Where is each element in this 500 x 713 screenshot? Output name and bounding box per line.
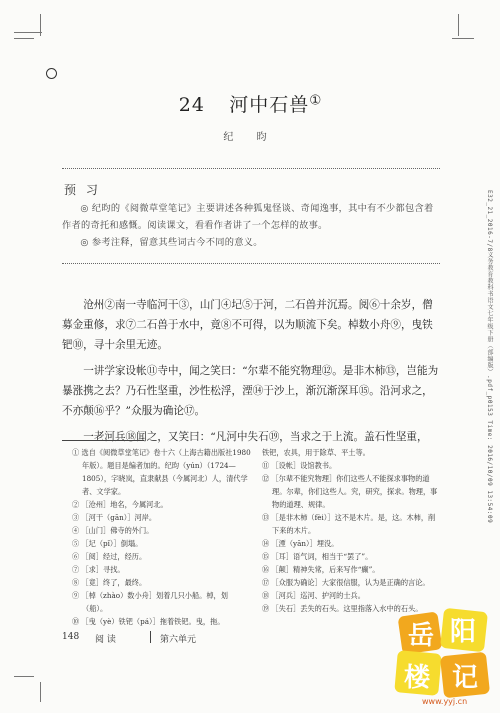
svg-text:楼: 楼 xyxy=(404,663,431,693)
svg-text:阳: 阳 xyxy=(450,617,477,647)
lesson-title-text: 河中石兽 xyxy=(229,94,310,116)
footnote: ⑮ ［耳］语气词，相当于“罢了”。 xyxy=(262,552,373,561)
preview-item: ◎ 参考注释，留意其些词古今不同的意义。 xyxy=(80,237,263,248)
paragraph: 一讲学家设帐⑪寺中，闻之笑曰：“尔辈不能究物理⑫。是非木柿⑬，岂能为暴涨携之去？乃石性坚重，沙性松浮，湮⑭于沙上，渐沉渐深耳⑮。沿河求之，不亦颠⑯乎？”众服为确论⑰。 xyxy=(62,365,439,417)
footer-unit: 第六单元 xyxy=(160,635,197,645)
svg-text:www.yyj.cn: www.yyj.cn xyxy=(422,697,468,706)
footnote: ⑦ ［求］寻找。 xyxy=(72,565,125,574)
footnotes-left xyxy=(72,446,252,628)
crop-mark xyxy=(40,682,41,702)
svg-text:记: 记 xyxy=(452,663,479,693)
footnote: ⑱ ［河兵］巡河、护河的士兵。 xyxy=(262,591,365,600)
preview-item: ◎ 纪昀的《阅微草堂笔记》主要讲述各种狐鬼怪谈、奇闻逸事，其中有不少都包含着作者的奇托和感慨。阅读课文，看看作者讲了一个怎样的故事。 xyxy=(62,203,434,231)
author: 纪 昀 xyxy=(223,132,277,143)
footer-divider xyxy=(150,631,151,643)
footnote: ⑤ ［圮（pǐ）］倒塌。 xyxy=(72,539,143,548)
footnote: 铁钯，农具，用于除草、平土等。 xyxy=(262,448,370,457)
footnote: ⑬ ［是非木柿（fèi）］这不是木片。是，这。木柿，削下来的木片。 xyxy=(262,513,436,535)
footnote: ⑩ ［曳（yè）铁钯（pá）］拖着铁钯。曳，拖。 xyxy=(72,617,225,626)
footnote: ① 选自《阅微草堂笔记》卷十六（上海古籍出版社1980年版）。题目是编者加的。纪昀（yún）（1724—1805），字晓岚，直隶献县（今属河北）人，清代学者、文学家。 xyxy=(72,448,251,496)
footer-section: 阅 读 xyxy=(95,635,116,645)
footnote: ⑨ ［棹（zhào）数小舟］划着几只小船。棹，划（船）。 xyxy=(72,591,228,613)
crop-mark xyxy=(452,38,474,39)
paragraph: 沧州②南一寺临河干③，山门④圮⑤于河，二石兽并沉焉。阅⑥十余岁，僧募金重修，求⑦二石兽于水中，竟⑧不可得，以为顺流下矣。棹数小舟⑨，曳铁钯⑩，寻十余里无迹。 xyxy=(62,299,433,351)
crop-mark xyxy=(14,676,34,677)
crop-mark xyxy=(458,14,459,36)
footnote: ⑰ ［众服为确论］大家很信服，认为是正确的言论。 xyxy=(262,578,430,587)
registration-circle-icon xyxy=(46,68,57,79)
lesson-number: 24 xyxy=(178,94,205,116)
crop-mark xyxy=(14,38,34,39)
crop-mark xyxy=(14,32,42,33)
footnote: ⑭ ［湮（yān）］埋没。 xyxy=(262,539,339,548)
footnote: ② ［沧州］地名，今属河北。 xyxy=(72,500,168,509)
main-text xyxy=(62,295,442,453)
print-id: E32_21_2016-7/8义务教育教科书语文七年级下册（部编版）.pdf_p0153 Time: 2016/10/09 13:54:09 xyxy=(486,190,493,524)
footnote: ④ ［山门］佛寺的外门。 xyxy=(72,526,154,535)
footnote: ⑥ ［阅］经过，经历。 xyxy=(72,552,147,561)
preview-section xyxy=(62,200,440,251)
svg-text:岳: 岳 xyxy=(408,621,435,651)
watermark-logo-icon xyxy=(392,604,496,708)
footnote-rule xyxy=(62,440,144,441)
title-footnote-mark: ① xyxy=(309,93,322,109)
page-number: 148 xyxy=(62,632,80,642)
footnote: ⑲ ［失石］丢失的石头。这里指落入水中的石头。 xyxy=(262,604,423,613)
footnote: ⑪ ［设帐］设馆教书。 xyxy=(262,461,337,470)
divider xyxy=(62,168,440,169)
footnote: ⑫ ［尔辈不能究物理］你们这些人不能探求事物的道理。尔辈，你们这些人。究，研究，探求。物理，事物的道理、规律。 xyxy=(262,474,438,509)
divider xyxy=(62,263,440,264)
lesson-title xyxy=(0,90,500,117)
footnote: ⑧ ［竟］终了，最终。 xyxy=(72,578,147,587)
paragraph: 一老河兵⑱闻之，又笑曰：“凡河中失石⑲，当求之于上流。盖石性坚重， xyxy=(83,431,428,443)
preview-heading: 预 习 xyxy=(64,183,101,197)
footnote: ③ ［河干（gān）］河岸。 xyxy=(72,513,157,522)
footnotes-right xyxy=(262,446,442,615)
footnote: ⑯ ［颠］精神失常，后来写作“癫”。 xyxy=(262,565,380,574)
